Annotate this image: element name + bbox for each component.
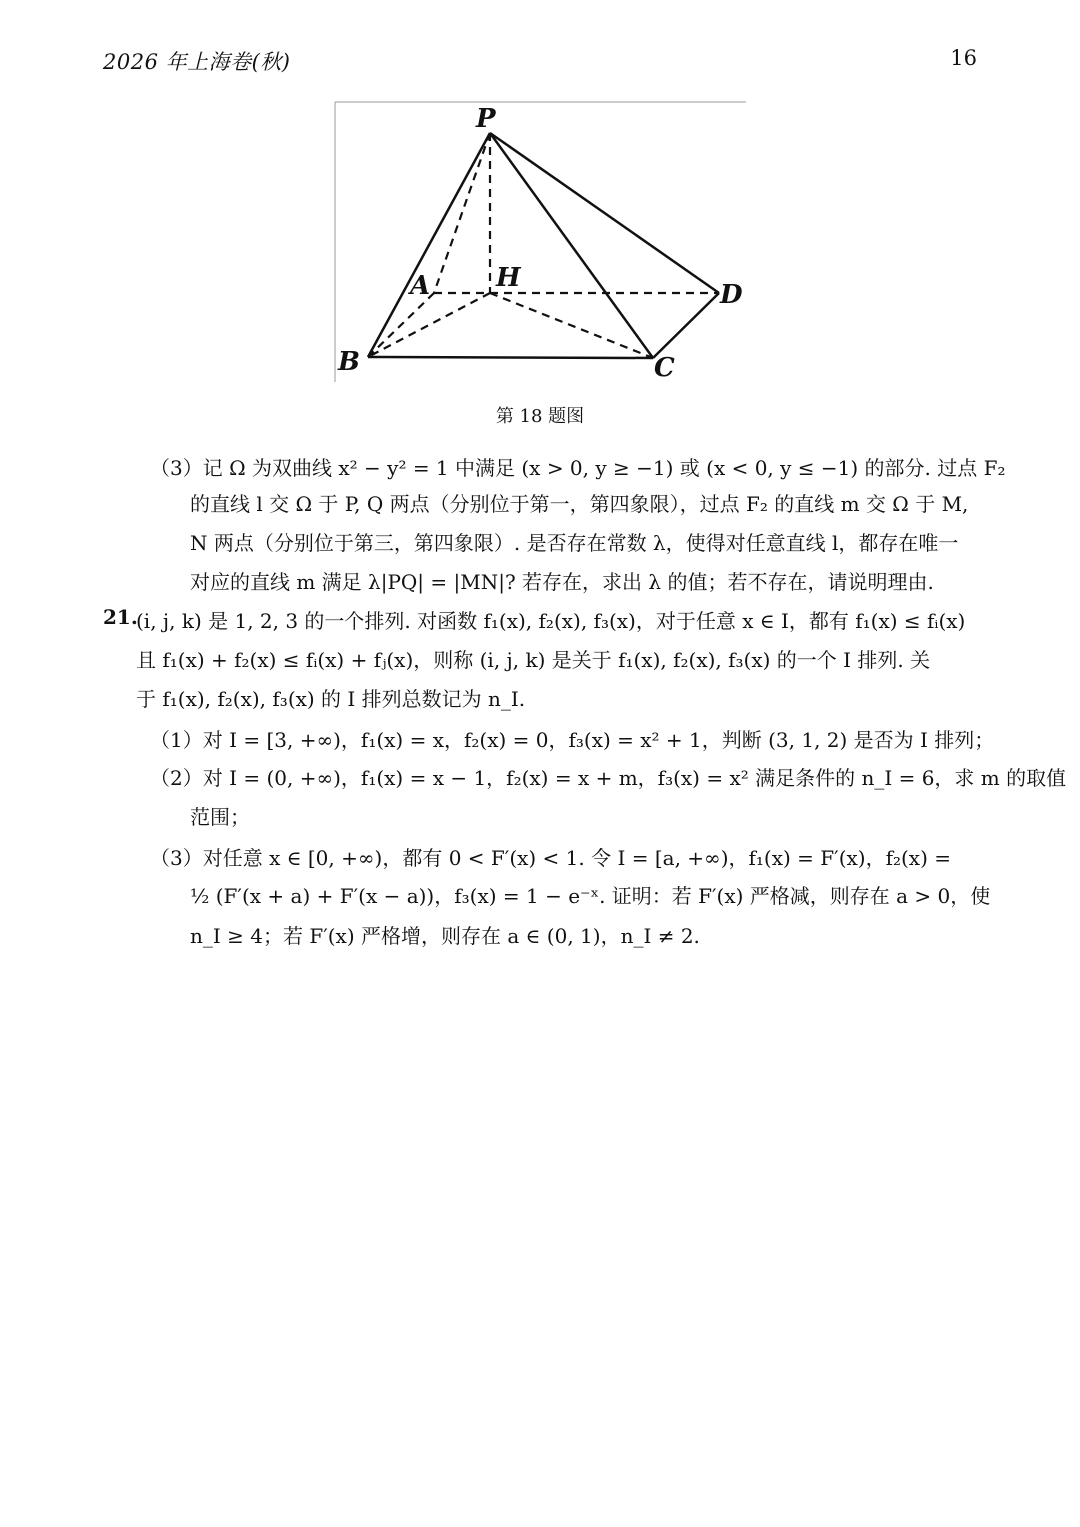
q21-part2-line1: （2）对 I = (0, +∞)，f₁(x) = x − 1，f₂(x) = x + m，f₃(x) = x² 满足条件的 n_I = 6，求 m 的取值 [150, 766, 1067, 790]
q20-part3-line2: 的直线 l 交 Ω 于 P, Q 两点（分别位于第一，第四象限），过点 F₂ 的直线 m 交 Ω 于 M, [190, 492, 969, 516]
q20-part3-line4: 对应的直线 m 满足 λ|PQ| = |MN|? 若存在，求出 λ 的值；若不存在，请说明理由. [190, 570, 934, 594]
label-A: A [410, 271, 431, 301]
q21-part3-line3: n_I ≥ 4；若 F′(x) 严格增，则存在 a ∈ (0, 1)，n_I ≠ 2. [190, 924, 700, 948]
edge-PD [490, 133, 719, 293]
page-number: 16 [950, 46, 977, 70]
label-P: P [476, 104, 496, 134]
q21-intro-line2: 且 f₁(x) + f₂(x) ≤ fᵢ(x) + fⱼ(x)，则称 (i, j, k) 是关于 f₁(x), f₂(x), f₃(x) 的一个 I 排列. 关 [136, 648, 931, 672]
q21-part3-line2: ½ (F′(x + a) + F′(x − a))，f₃(x) = 1 − e⁻ˣ. 证明：若 F′(x) 严格减，则存在 a > 0，使 [190, 884, 991, 908]
edge-CD [653, 293, 719, 358]
q20-part3-line1: （3）记 Ω 为双曲线 x² − y² = 1 中满足 (x > 0, y ≥ −1) 或 (x < 0, y ≤ −1) 的部分. 过点 F₂ [150, 456, 1006, 480]
q21-part2-line2: 范围； [190, 805, 250, 829]
q20-part3-line3: N 两点（分别位于第三，第四象限）. 是否存在常数 λ，使得对任意直线 l，都存在唯一 [190, 531, 959, 555]
edge-PB [368, 133, 490, 357]
q21-part1: （1）对 I = [3, +∞)，f₁(x) = x，f₂(x) = 0，f₃(x) = x² + 1，判断 (3, 1, 2) 是否为 I 排列； [150, 728, 995, 752]
label-H: H [496, 263, 521, 293]
figure-caption: 第 18 题图 [495, 406, 585, 427]
edge-BC [368, 357, 653, 358]
label-D: D [720, 280, 743, 310]
edge-AB [368, 293, 434, 357]
label-C: C [654, 353, 675, 383]
q21-part3-line1: （3）对任意 x ∈ [0, +∞)，都有 0 < F′(x) < 1. 令 I = [a, +∞)，f₁(x) = F′(x)，f₂(x) = [150, 846, 952, 870]
q21-intro-line3: 于 f₁(x), f₂(x), f₃(x) 的 I 排列总数记为 n_I. [136, 687, 526, 711]
pyramid-figure [332, 100, 748, 390]
q21-intro-line1: (i, j, k) 是 1, 2, 3 的一个排列. 对函数 f₁(x), f₂(x), f₃(x)，对于任意 x ∈ I，都有 f₁(x) ≤ fᵢ(x) [136, 609, 966, 633]
q21-number: 21. [103, 605, 138, 629]
edge-PC [490, 133, 653, 358]
label-B: B [338, 347, 360, 377]
page-header-title: 2026 年上海卷(秋) [103, 50, 291, 74]
edge-PA [434, 133, 490, 293]
